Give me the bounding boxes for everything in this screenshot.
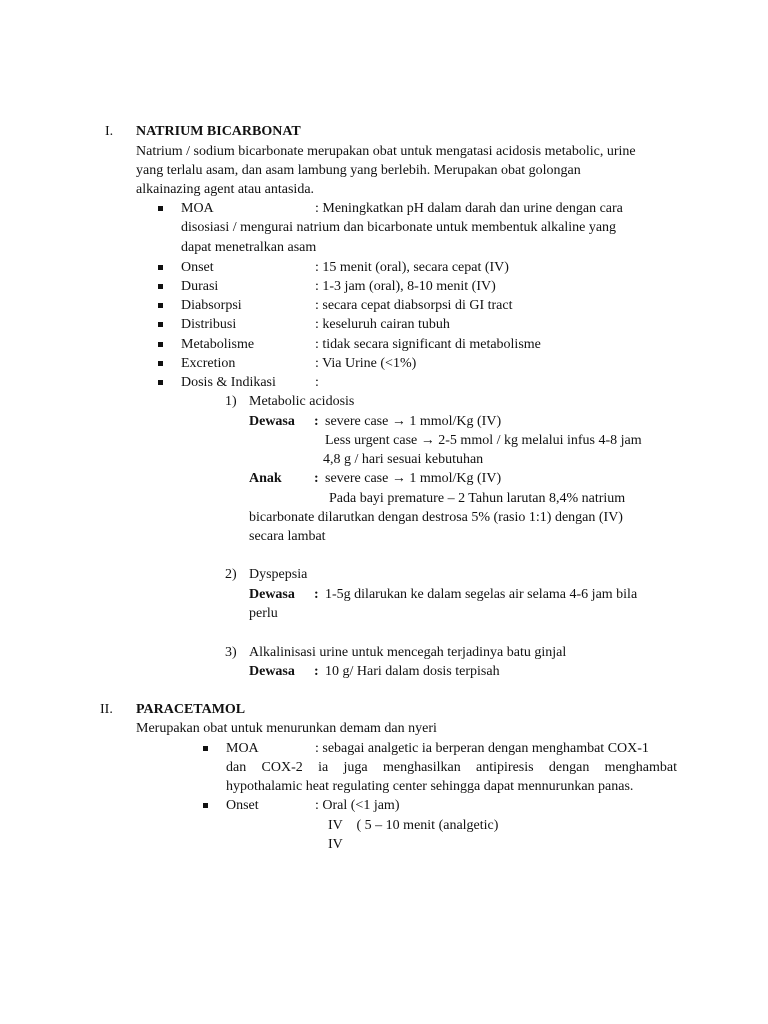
prop-desc: hypothalamic heat regulating center sehingga dapat mennurunkan panas. [226,779,634,794]
dose-item-title: Alkalinisasi urine untuk mencegah terjadinya batu ginjal [249,645,567,660]
prop-term: Metabolisme [181,337,255,352]
prop-desc: : [315,375,319,390]
intro-line: Merupakan obat untuk menurunkan demam dan nyeri [136,721,437,736]
prop-term: Dosis & Indikasi [181,375,276,390]
prop-desc: IV [328,837,343,852]
bullet-square-icon [158,303,163,308]
prop-desc: : tidak secara significant di metabolisme [315,337,541,352]
section-title: PARACETAMOL [136,702,246,717]
prop-desc: disosiasi / mengurai natrium dan bicarbonate untuk membentuk alkaline yang [181,220,617,235]
prop-desc: : Meningkatkan pH dalam darah dan urine dengan cara [315,201,623,216]
dose-item-number: 1) [225,394,237,409]
bullet-square-icon [158,206,163,211]
intro-line: yang terlalu asam, dan asam lambung yang berlebih. Merupakan obat golongan [136,163,581,178]
prop-term: MOA [181,201,214,216]
prop-desc: dan COX-2 ia juga menghasilkan antipiresis dengan menghambat [226,760,677,775]
prop-term: Durasi [181,279,219,294]
bullet-square-icon [158,361,163,366]
prop-desc: : Via Urine (<1%) [315,356,417,371]
dose-text: severe case → 1 mmol/Kg (IV) [325,414,502,429]
section-number: II. [100,702,113,717]
prop-desc: : sebagai analgetic ia berperan dengan menghambat COX-1 [315,741,649,756]
prop-desc: IV ( 5 – 10 menit (analgetic) [328,818,499,833]
dose-colon: : [314,414,319,429]
prop-desc: : secara cepat diabsorpsi di GI tract [315,298,513,313]
bullet-square-icon [158,380,163,385]
dose-item-title: Metabolic acidosis [249,394,355,409]
prop-desc: : keseluruh cairan tubuh [315,317,450,332]
dose-label-dewasa: Dewasa [249,414,295,429]
bullet-square-icon [158,322,163,327]
dose-colon: : [314,587,319,602]
dose-label-dewasa: Dewasa [249,664,295,679]
dose-text: 4,8 g / hari sesuai kebutuhan [323,452,484,467]
prop-term: Onset [226,798,259,813]
bullet-square-icon [203,746,208,751]
dose-text: Less urgent case → 2-5 mmol / kg melalui infus 4-8 jam [325,433,642,448]
prop-desc: dapat menetralkan asam [181,240,317,255]
dose-item-number: 2) [225,567,237,582]
prop-desc: : 15 menit (oral), secara cepat (IV) [315,260,509,275]
dose-label-dewasa: Dewasa [249,587,295,602]
section-title: NATRIUM BICARBONAT [136,124,301,139]
dose-text: 1-5g dilarukan ke dalam segelas air selama 4-6 jam bila [325,587,638,602]
dose-item-title: Dyspepsia [249,567,308,582]
dose-text: bicarbonate dilarutkan dengan destrosa 5% (rasio 1:1) dengan (IV) [249,510,623,525]
dose-item-number: 3) [225,645,237,660]
prop-term: Onset [181,260,214,275]
dose-colon: : [314,471,319,486]
prop-term: Distribusi [181,317,237,332]
intro-line: Natrium / sodium bicarbonate merupakan obat untuk mengatasi acidosis metabolic, urine [136,144,636,159]
dose-text: Pada bayi premature – 2 Tahun larutan 8,4% natrium [329,491,626,506]
prop-desc: : Oral (<1 jam) [315,798,400,813]
bullet-square-icon [158,342,163,347]
bullet-square-icon [158,284,163,289]
dose-text: perlu [249,606,278,621]
dose-text: 10 g/ Hari dalam dosis terpisah [325,664,500,679]
prop-term: MOA [226,741,259,756]
prop-desc: : 1-3 jam (oral), 8-10 menit (IV) [315,279,496,294]
bullet-square-icon [203,803,208,808]
intro-line: alkainazing agent atau antasida. [136,182,315,197]
dose-colon: : [314,664,319,679]
section-number: I. [105,124,114,139]
prop-term: Diabsorpsi [181,298,242,313]
dose-label-anak: Anak [249,471,282,486]
prop-term: Excretion [181,356,236,371]
dose-text: severe case → 1 mmol/Kg (IV) [325,471,502,486]
bullet-square-icon [158,265,163,270]
dose-text: secara lambat [249,529,326,544]
